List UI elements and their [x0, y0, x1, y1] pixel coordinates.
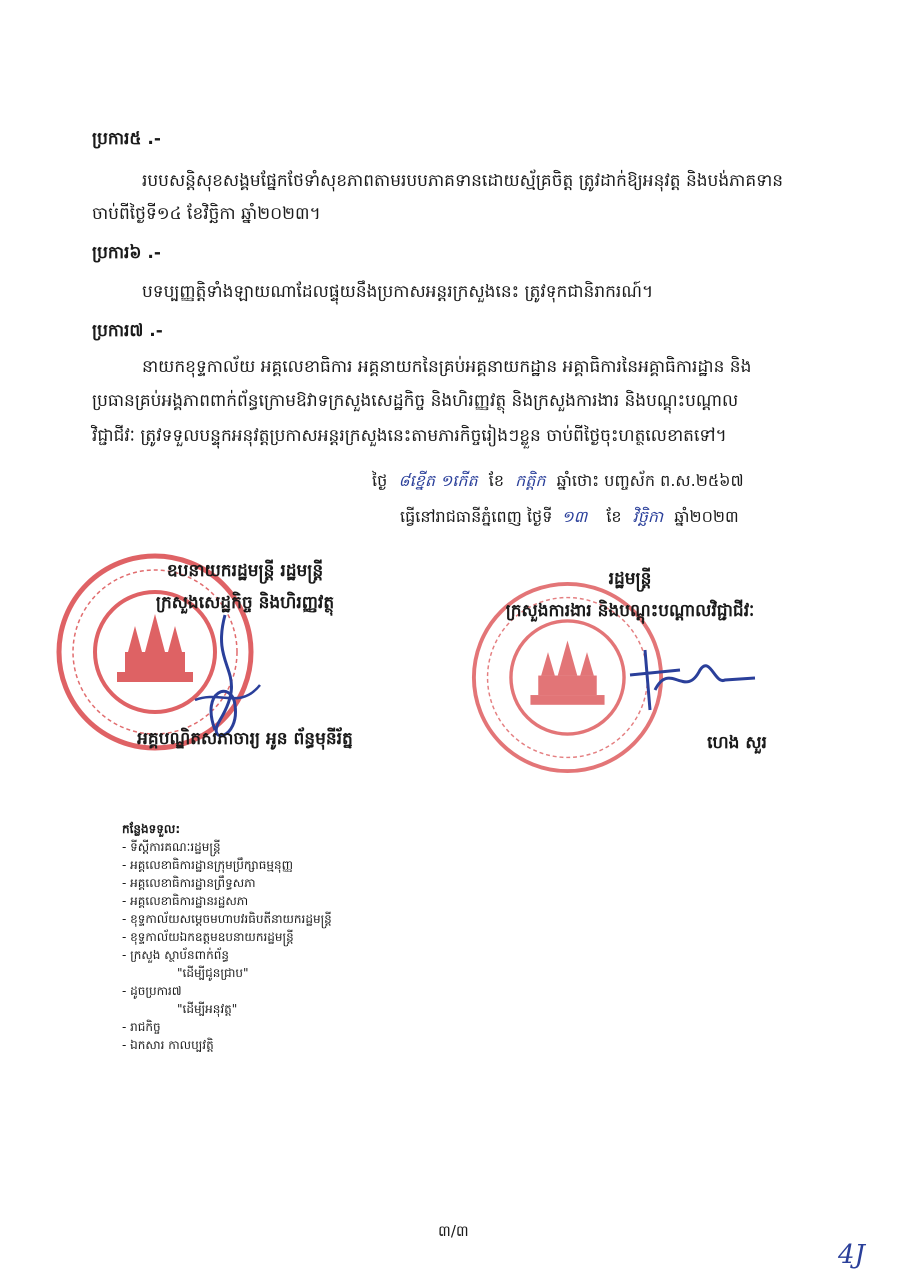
- article-5-line-1: របបសន្តិសុខសង្គមផ្នែកថែទាំសុខភាពតាមរបបភាគទានដោយស្ម័គ្រចិត្ត ត្រូវដាក់ឱ្យអនុវត្ត និងបង់ភាគទាន: [142, 171, 784, 191]
- lunar-date-suffix: ឆ្នាំថោះ បញ្ចស័ក ព.ស.២៥៦៧: [556, 471, 744, 490]
- article-5-heading: ប្រការ៥ .-: [92, 129, 161, 149]
- recipient-item: - អគ្គលេខាធិការដ្ឋានរដ្ឋសភា: [122, 894, 249, 908]
- recipients-block: [122, 820, 332, 1054]
- right-signature-scribble: [625, 640, 765, 720]
- recipient-item: - រាជកិច្ច: [122, 1020, 161, 1034]
- article-7-line-3: វិជ្ជាជីវៈ ត្រូវទទួលបន្ទុកអនុវត្តប្រកាសអន្តរក្រសួងនេះតាមភារកិច្ចរៀងៗខ្លួន ចាប់ពីថ្ងៃចុះហត្ថលេខាតទៅ។: [92, 426, 727, 446]
- recipient-note: "ដើម្បីជូនជ្រាប": [177, 966, 249, 980]
- right-signatory-name: ហេង សួរ: [707, 733, 767, 753]
- recipient-item: - ឯកសារ កាលប្បវត្តិ: [122, 1038, 214, 1052]
- lunar-day-handwritten: ៨ខ្នើត ១កើត: [398, 471, 478, 490]
- corner-initials: 4J: [838, 1240, 865, 1270]
- article-6-line-1: បទប្បញ្ញត្តិទាំងឡាយណាដែលផ្ទុយនឹងប្រកាសអន្តរក្រសួងនេះ ត្រូវទុកជានិរាករណ៍។: [142, 282, 654, 302]
- recipient-item: - ក្រសួង ស្ថាប័នពាក់ព័ន្ធ: [122, 948, 229, 962]
- solar-date-prefix: ធ្វើនៅរាជធានីភ្នំពេញ ថ្ងៃទី: [400, 507, 553, 526]
- solar-month-handwritten: វិច្ឆិកា: [632, 507, 664, 526]
- article-6-heading: ប្រការ៦ .-: [92, 243, 161, 263]
- left-signatory-name: អគ្គបណ្ឌិតសភាចារ្យ អូន ព័ន្ធមុនីរ័ត្ន: [137, 729, 353, 749]
- article-5-line-2: ចាប់ពីថ្ងៃទី១៤ ខែវិច្ឆិកា ឆ្នាំ២០២៣។: [92, 204, 321, 224]
- lunar-month-label: ខែ: [488, 471, 504, 490]
- recipient-note: "ដើម្បីអនុវត្ត": [177, 1002, 238, 1016]
- recipient-item: - អគ្គលេខាធិការដ្ឋានព្រឹទ្ធសភា: [122, 876, 256, 890]
- recipient-item: - ដូចប្រការ៧: [122, 984, 182, 998]
- solar-month-label: ខែ: [606, 507, 622, 526]
- recipient-item: - ខុទ្ទកាល័យសម្តេចមហាបវរធិបតីនាយករដ្ឋមន្ត្រី: [122, 912, 332, 926]
- recipient-item: - ទីស្តីការគណៈរដ្ឋមន្ត្រី: [122, 840, 221, 854]
- solar-day-handwritten: ១៣: [561, 507, 588, 526]
- lunar-date-line: [372, 470, 744, 494]
- article-7-line-2: ប្រធានគ្រប់អង្គភាពពាក់ព័ន្ធក្រោមឱវាទក្រសួងសេដ្ឋកិច្ច និងហិរញ្ញវត្ថុ និងក្រសួងការងារ និងបណ្តុះបណ្តាល: [92, 391, 739, 411]
- page-number: ៣/៣: [438, 1222, 469, 1240]
- article-7-line-1: នាយកខុទ្ទកាល័យ អគ្គលេខាធិការ អគ្គនាយកនៃគ្រប់អគ្គនាយកដ្ឋាន អគ្គាធិការនៃអគ្គាធិការដ្ឋាន និង: [142, 357, 752, 377]
- right-signatory-title-2: ក្រសួងការងារ និងបណ្តុះបណ្តាលវិជ្ជាជីវៈ: [505, 601, 755, 621]
- recipient-item: - ខុទ្ទកាល័យឯកឧត្តមឧបនាយករដ្ឋមន្ត្រី: [122, 930, 294, 944]
- solar-date-suffix: ឆ្នាំ២០២៣: [674, 507, 739, 526]
- solar-date-line: [400, 506, 739, 530]
- left-signatory-title-2: ក្រសួងសេដ្ឋកិច្ច និងហិរញ្ញវត្ថុ: [155, 593, 335, 613]
- article-7-heading: ប្រការ៧ .-: [92, 321, 163, 341]
- recipients-heading: កន្លែងទទួល:: [122, 822, 181, 836]
- lunar-month-handwritten: កត្តិក: [515, 471, 546, 490]
- lunar-date-prefix: ថ្ងៃ: [372, 471, 388, 490]
- left-signatory-title-1: ឧបនាយករដ្ឋមន្ត្រី រដ្ឋមន្ត្រី: [166, 561, 324, 581]
- recipient-item: - អគ្គលេខាធិការដ្ឋានក្រុមប្រឹក្សាធម្មនុញ្ញ: [122, 858, 294, 872]
- right-signatory-title-1: រដ្ឋមន្ត្រី: [608, 569, 652, 589]
